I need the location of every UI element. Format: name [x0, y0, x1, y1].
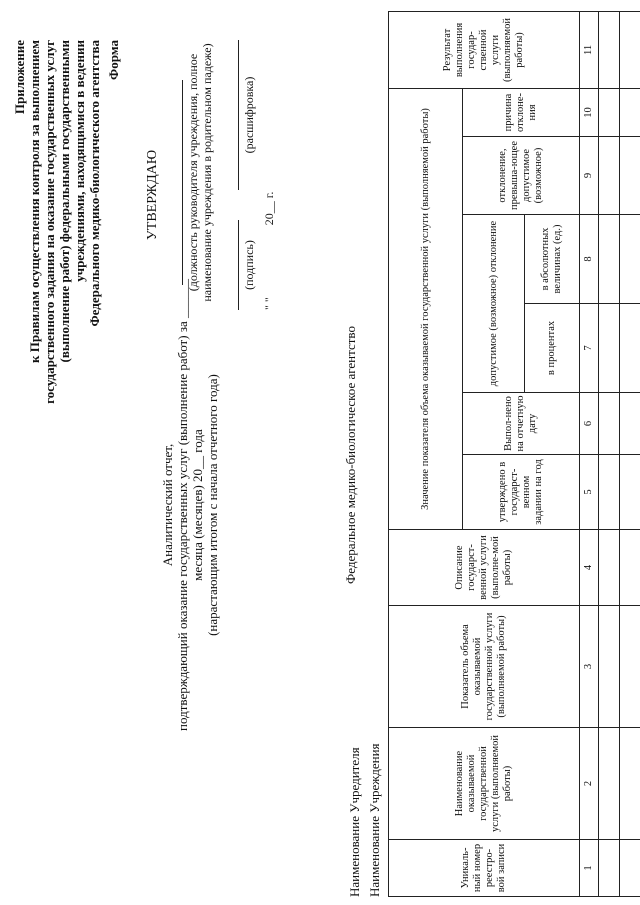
approve-title: УТВЕРЖДАЮ	[145, 149, 160, 241]
decoding-caption: (расшифровка)	[242, 76, 256, 154]
table-cell	[620, 137, 640, 215]
column-number: 2	[580, 728, 599, 840]
report-title-line: подтверждающий оказание государственных услуг (выполнение работ) за ______ месяца (месяцев) 20__ года	[175, 279, 205, 731]
column-number: 5	[580, 455, 599, 530]
header-indicator-value-group: Значение показателя объема оказываемой государственной услуги (выполняемой работы)	[389, 88, 463, 529]
signature-line	[238, 220, 239, 310]
table-cell	[599, 840, 620, 897]
table-cell	[620, 11, 640, 88]
appendix-header	[12, 40, 102, 600]
header-volume-indicator: Показатель объема оказываемой государственной услуги (выполняемой работы)	[389, 606, 580, 728]
table-cell	[599, 728, 620, 840]
appendix-line: учреждениями, находящимися в ведении	[72, 40, 87, 282]
table-cell	[599, 393, 620, 455]
report-table	[388, 11, 640, 897]
header-absolute: в абсолютных величинах (ед.)	[525, 215, 580, 304]
appendix-line: к Правилам осуществления контроля за выполнением	[27, 40, 42, 363]
header-allowed-deviation: допустимое (возможное) отклонение	[463, 215, 525, 393]
table-cell	[599, 606, 620, 728]
report-title-line: Аналитический отчет,	[160, 443, 175, 567]
table-cell	[620, 840, 640, 897]
header-service-description: Описание государст-венной услуги (выполне-мой работы)	[389, 530, 580, 606]
column-number: 3	[580, 606, 599, 728]
header-approved: утверждено в государст-венном задании на год	[463, 455, 580, 530]
appendix-line: Федерального медико-биологического агентства	[87, 40, 102, 327]
column-number: 8	[580, 215, 599, 304]
signature-caption: (подпись)	[242, 240, 256, 290]
institution-label: Наименование Учреждения	[367, 743, 382, 897]
table-cell	[599, 88, 620, 136]
header-registry-number: Уникаль-ный номер реестро-вой записи	[389, 840, 580, 897]
header-done: Выпол-нено на отчетную дату	[463, 393, 580, 455]
table-cell	[620, 304, 640, 393]
column-number: 6	[580, 393, 599, 455]
table-cell	[599, 137, 620, 215]
report-title-line: (нарастающим итогом с начала отчетного года)	[205, 374, 220, 636]
approve-date: " " 20__ г.	[262, 191, 276, 310]
founder-label: Наименование Учредителя	[347, 747, 362, 897]
header-service-name: Наименование оказываемой государственной услуги (выполняемой работы)	[389, 728, 580, 840]
table-cell	[620, 393, 640, 455]
table-cell	[620, 728, 640, 840]
header-excess-deviation: отклонение, превыша-ющее допустимое (возможное)	[463, 137, 580, 215]
column-number: 1	[580, 840, 599, 897]
table-cell	[620, 455, 640, 530]
header-deviation-reason: причина отклоне-ния	[463, 88, 580, 136]
table-cell	[599, 304, 620, 393]
table-cell	[620, 530, 640, 606]
table-cell	[599, 11, 620, 88]
column-number: 11	[580, 11, 599, 88]
table-cell	[620, 215, 640, 304]
report-title	[160, 270, 220, 740]
position-line	[182, 80, 183, 285]
form-label: Форма	[106, 40, 121, 80]
table-row	[620, 11, 640, 896]
column-number: 9	[580, 137, 599, 215]
header-percent: в процентах	[525, 304, 580, 393]
table-cell	[620, 606, 640, 728]
table-row	[599, 11, 620, 896]
column-number: 7	[580, 304, 599, 393]
column-number: 4	[580, 530, 599, 606]
agency-name: Федеральное медико-биологическое агентство	[343, 326, 358, 584]
appendix-line: (выполнение работ) федеральными государственными	[57, 40, 72, 363]
appendix-line: государственного задания на оказание государственных услуг	[42, 40, 57, 404]
position-caption: (должность руководителя учреждения, полное наименование учреждения в родительном падеже)	[186, 43, 214, 302]
table-cell	[620, 88, 640, 136]
appendix-title: Приложение	[12, 40, 27, 115]
table-cell	[599, 530, 620, 606]
column-number: 10	[580, 88, 599, 136]
table-cell	[599, 455, 620, 530]
decoding-line	[238, 40, 239, 190]
column-numbers-row	[580, 11, 599, 896]
table-cell	[599, 215, 620, 304]
header-result: Результат выполнения государ-ственной услуги (выполняемой работы)	[389, 11, 580, 88]
